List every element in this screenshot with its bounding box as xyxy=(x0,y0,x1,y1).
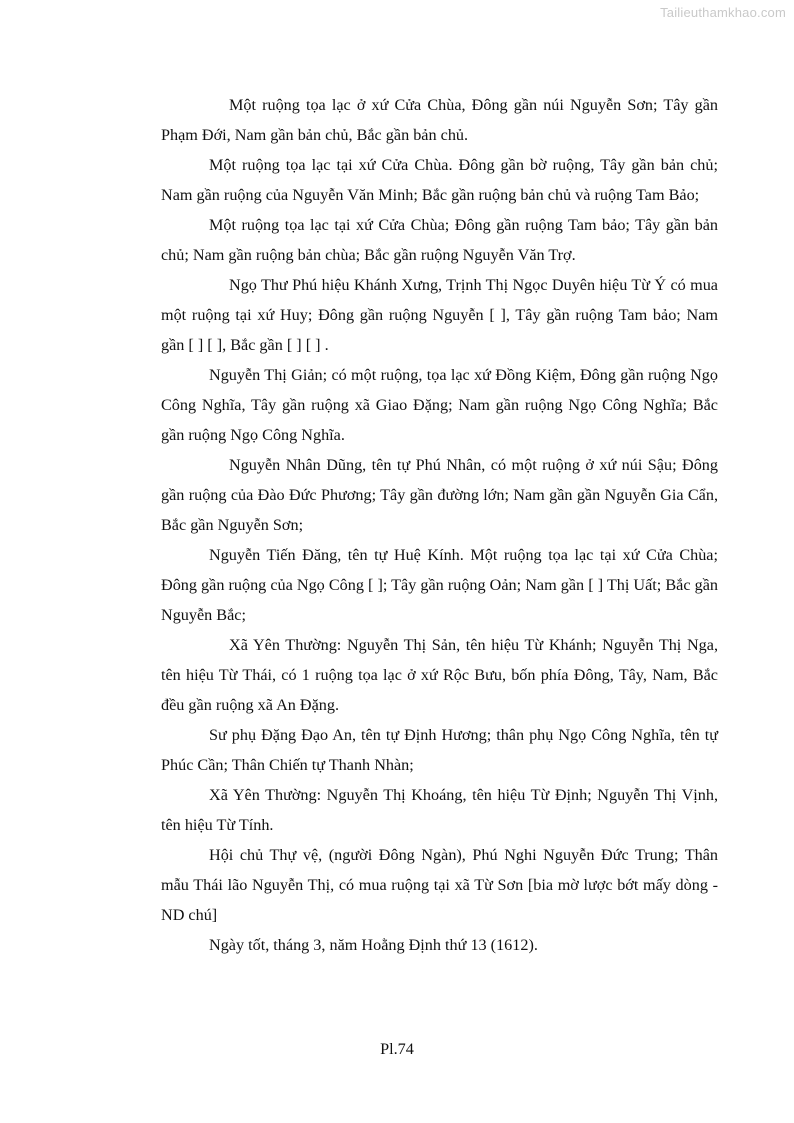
watermark-text: Tailieuthamkhao.com xyxy=(660,5,786,20)
paragraph-7: Nguyễn Tiến Đăng, tên tự Huệ Kính. Một ruộng tọa lạc tại xứ Cửa Chùa; Đông gần ruộng của Ngọ Công [ ]; Tây gần ruộng Oản; Nam gần [ ] Thị Uất; Bắc gần Nguyễn Bắc; xyxy=(161,546,718,624)
paragraph-1: Một ruộng tọa lạc ở xứ Cửa Chùa, Đông gần núi Nguyễn Sơn; Tây gần Phạm Đới, Nam gần bản chủ, Bắc gần bản chủ. xyxy=(161,96,718,144)
paragraph-6: Nguyễn Nhân Dũng, tên tự Phú Nhân, có một ruộng ở xứ núi Sậu; Đông gần ruộng của Đào Đức Phương; Tây gần đường lớn; Nam gần gần Nguyễn Gia Cẩn, Bắc gần Nguyễn Sơn; xyxy=(161,456,718,534)
paragraph-8: Xã Yên Thường: Nguyễn Thị Sản, tên hiệu Từ Khánh; Nguyễn Thị Nga, tên hiệu Từ Thái, có 1 ruộng tọa lạc ở xứ Rộc Bưu, bốn phía Đông, Tây, Nam, Bắc đều gần ruộng xã An Đặng. xyxy=(161,636,718,714)
paragraph-3: Một ruộng tọa lạc tại xứ Cửa Chùa; Đông gần ruộng Tam bảo; Tây gần bản chủ; Nam gần ruộng bản chùa; Bắc gần ruộng Nguyễn Văn Trợ. xyxy=(161,216,718,264)
page-number: Pl.74 xyxy=(380,1040,414,1058)
paragraph-9: Sư phụ Đặng Đạo An, tên tự Định Hương; thân phụ Ngọ Công Nghĩa, tên tự Phúc Cần; Thân Chiến tự Thanh Nhàn; xyxy=(161,726,718,774)
paragraph-2: Một ruộng tọa lạc tại xứ Cửa Chùa. Đông gần bờ ruộng, Tây gần bản chủ; Nam gần ruộng của Nguyễn Văn Minh; Bắc gần ruộng bản chủ và ruộng Tam Bảo; xyxy=(161,156,718,204)
paragraph-12: Ngày tốt, tháng 3, năm Hoằng Định thứ 13 (1612). xyxy=(209,936,538,954)
paragraph-11: Hội chủ Thự vệ, (người Đông Ngàn), Phú Nghi Nguyễn Đức Trung; Thân mẫu Thái lão Nguyễn Thị, có mua ruộng tại xã Từ Sơn [bia mờ lược bớt mấy dòng - ND chú] xyxy=(161,846,718,924)
paragraph-4: Ngọ Thư Phú hiệu Khánh Xưng, Trịnh Thị Ngọc Duyên hiệu Từ Ý có mua một ruộng tại xứ Huy; Đông gần ruộng Nguyễn [ ], Tây gần ruộng Tam bảo; Nam gần [ ] [ ], Bắc gần [ ] [ ] . xyxy=(161,276,718,354)
paragraph-5: Nguyễn Thị Giản; có một ruộng, tọa lạc xứ Đồng Kiệm, Đông gần ruộng Ngọ Công Nghĩa, Tây gần ruộng xã Giao Đặng; Nam gần ruộng Ngọ Công Nghĩa; Bắc gần ruộng Ngọ Công Nghĩa. xyxy=(161,366,718,444)
paragraph-10: Xã Yên Thường: Nguyễn Thị Khoáng, tên hiệu Từ Định; Nguyễn Thị Vịnh, tên hiệu Từ Tính. xyxy=(161,786,718,834)
document-body xyxy=(161,90,718,960)
